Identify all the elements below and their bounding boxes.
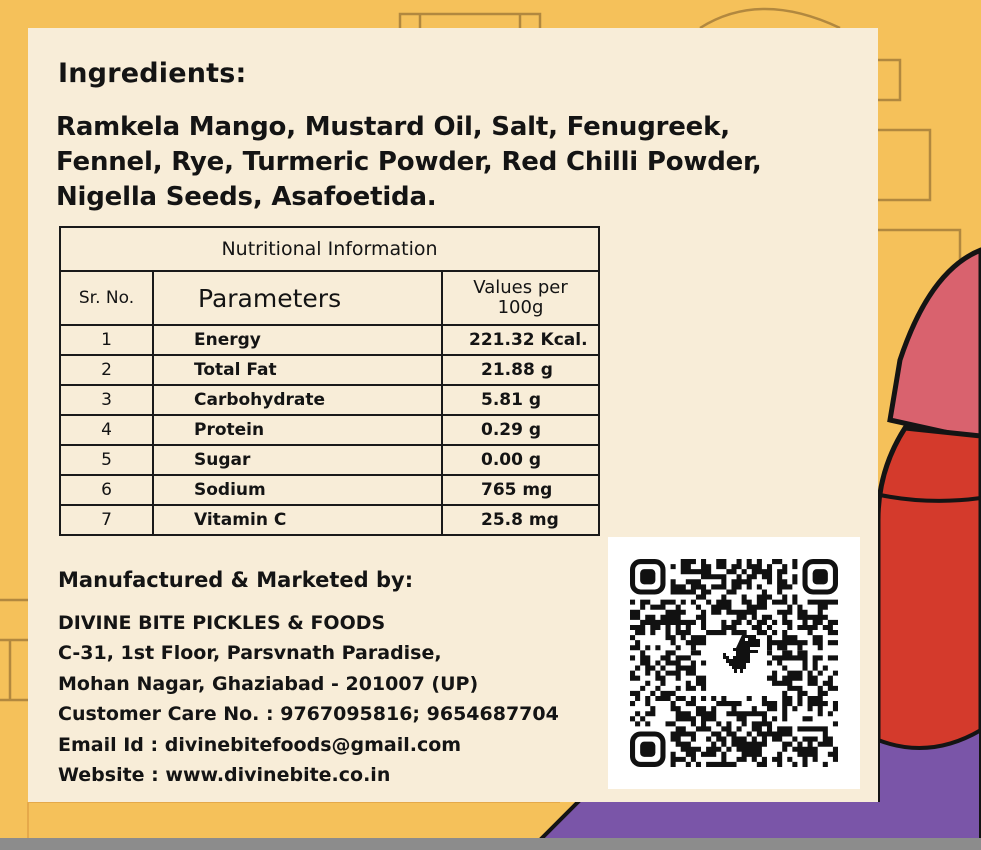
cell-sr: 5 xyxy=(60,445,153,475)
cell-sr: 1 xyxy=(60,325,153,355)
cell-value: 221.32 Kcal. xyxy=(442,325,599,355)
table-row xyxy=(60,325,599,355)
cell-param: Sodium xyxy=(153,475,442,505)
cell-param: Sugar xyxy=(153,445,442,475)
cell-param: Energy xyxy=(153,325,442,355)
customer-care: Customer Care No. : 9767095816; 9654687704 xyxy=(58,703,559,726)
header-sr-no: Sr. No. xyxy=(60,271,153,325)
header-values-line: 100g xyxy=(497,297,544,318)
table-row xyxy=(60,505,599,535)
cell-value: 25.8 mg xyxy=(442,505,599,535)
ingredients-line: Ramkela Mango, Mustard Oil, Salt, Fenugreek, xyxy=(56,112,730,142)
address-line: C-31, 1st Floor, Parsvnath Paradise, xyxy=(58,642,442,665)
manufacturer-heading: Manufactured & Marketed by: xyxy=(58,568,414,592)
qr-code[interactable] xyxy=(608,537,860,789)
cell-param: Protein xyxy=(153,415,442,445)
email: Email Id : divinebitefoods@gmail.com xyxy=(58,733,462,756)
website: Website : www.divinebite.co.in xyxy=(58,764,391,787)
manufacturer-details xyxy=(58,608,559,790)
cell-sr: 7 xyxy=(60,505,153,535)
table-row xyxy=(60,385,599,415)
table-row xyxy=(60,475,599,505)
qr-finder-pattern xyxy=(633,734,663,764)
address-line: Mohan Nagar, Ghaziabad - 201007 (UP) xyxy=(58,672,479,695)
table-row xyxy=(60,415,599,445)
cell-value: 765 mg xyxy=(442,475,599,505)
jar-lid-shape xyxy=(890,250,981,440)
cell-param: Carbohydrate xyxy=(153,385,442,415)
dinosaur-icon xyxy=(723,635,760,673)
cell-value: 0.00 g xyxy=(442,445,599,475)
dinosaur-eye xyxy=(745,638,748,641)
header-values xyxy=(442,271,599,325)
cell-sr: 3 xyxy=(60,385,153,415)
cell-value: 21.88 g xyxy=(442,355,599,385)
table-row xyxy=(60,445,599,475)
qr-code-pattern xyxy=(630,559,838,767)
company-name: DIVINE BITE PICKLES & FOODS xyxy=(58,612,386,634)
header-parameters: Parameters xyxy=(153,271,442,325)
header-values-line: Values per xyxy=(473,277,568,298)
cell-sr: 6 xyxy=(60,475,153,505)
nutrition-title: Nutritional Information xyxy=(60,227,599,271)
bottom-bar xyxy=(0,838,981,850)
nutrition-table xyxy=(59,226,600,536)
ingredients-heading: Ingredients: xyxy=(58,58,247,89)
ingredients-line: Nigella Seeds, Asafoetida. xyxy=(56,182,437,212)
ingredients-list xyxy=(56,110,816,215)
cell-sr: 4 xyxy=(60,415,153,445)
qr-finder-pattern xyxy=(633,562,663,592)
cell-sr: 2 xyxy=(60,355,153,385)
qr-finder-pattern xyxy=(805,562,835,592)
cell-value: 5.81 g xyxy=(442,385,599,415)
cell-param: Vitamin C xyxy=(153,505,442,535)
ingredients-line: Fennel, Rye, Turmeric Powder, Red Chilli Powder, xyxy=(56,147,762,177)
cell-param: Total Fat xyxy=(153,355,442,385)
table-row xyxy=(60,355,599,385)
cell-value: 0.29 g xyxy=(442,415,599,445)
